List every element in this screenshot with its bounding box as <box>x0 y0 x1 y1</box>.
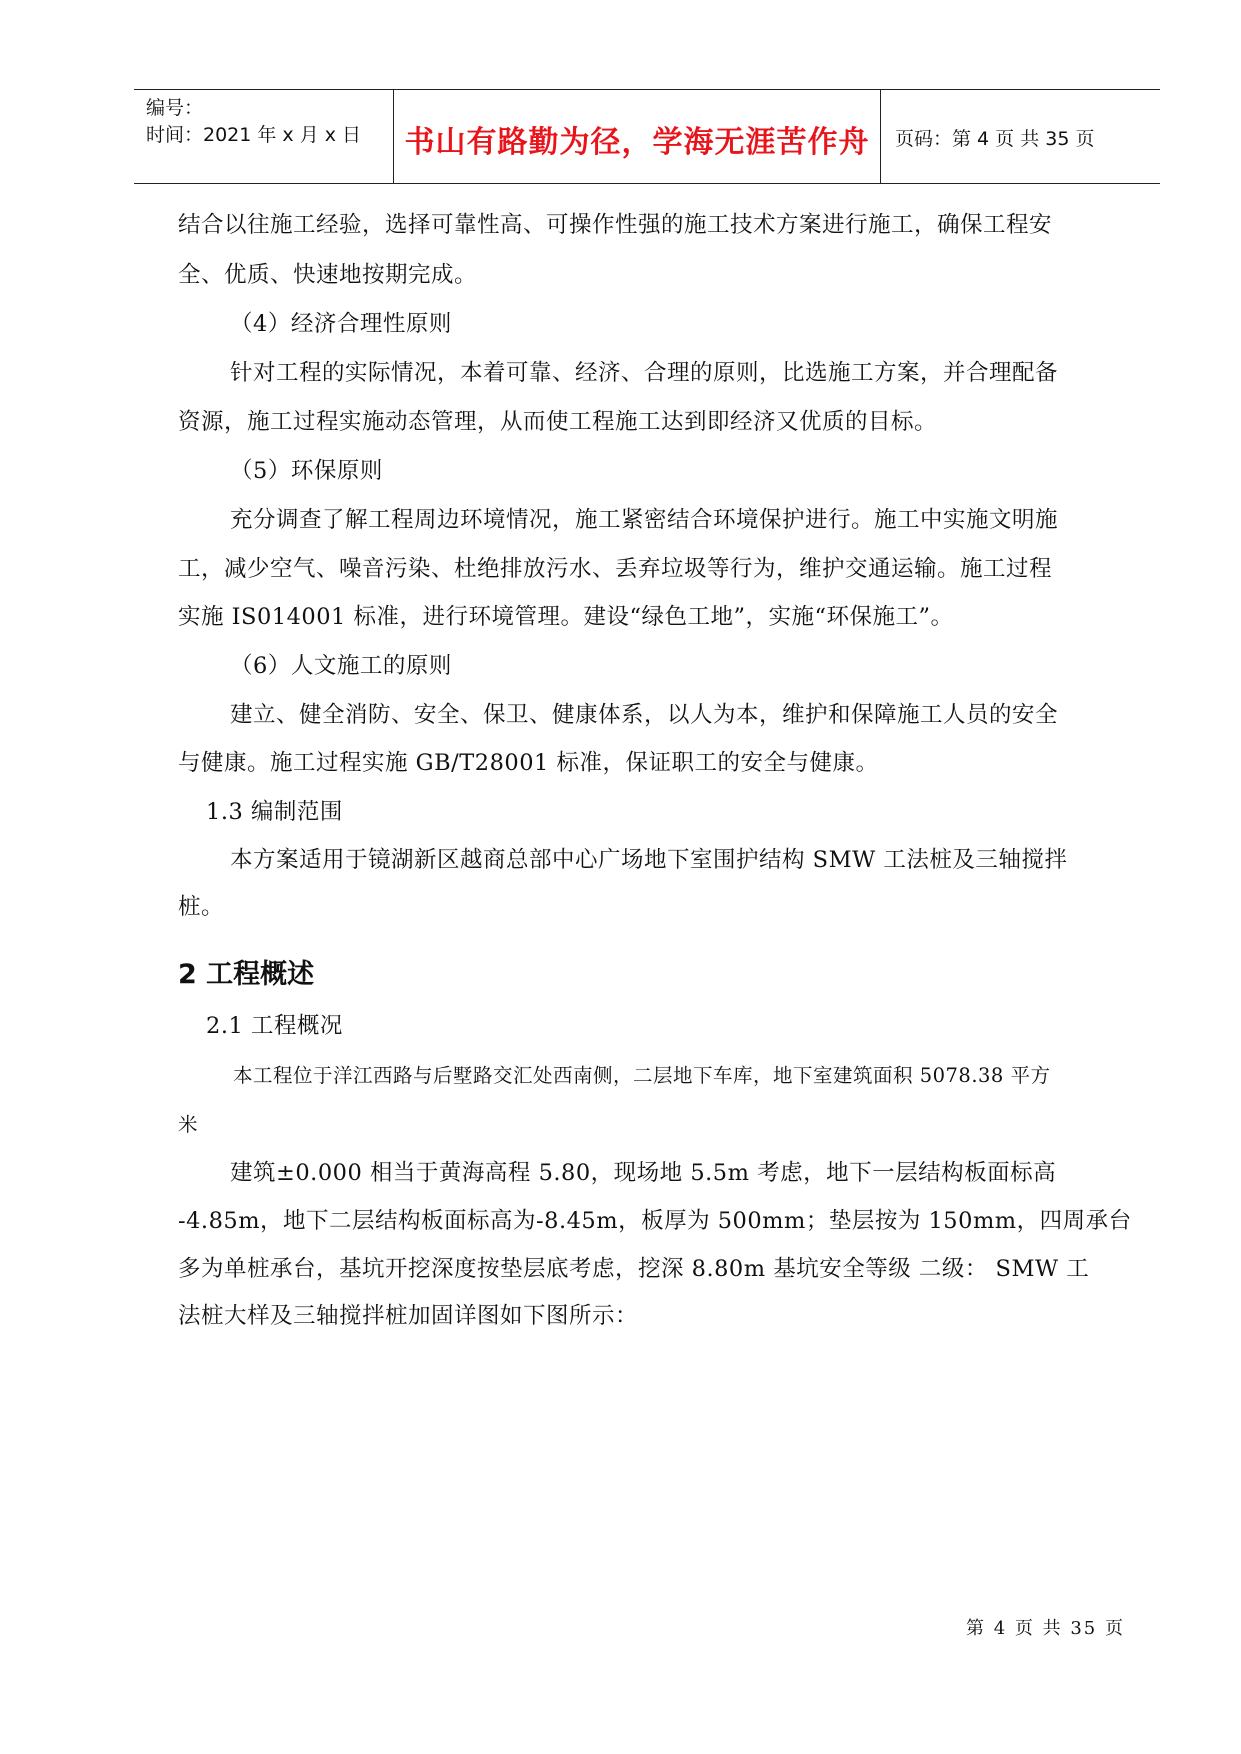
paragraph-line: 建筑±0.000 相当于黄海高程 5.80，现场地 5.5m 考虑，地下一层结构板面标高 <box>230 1160 1057 1186</box>
paragraph-line: 桩。 <box>178 894 225 920</box>
section-heading: 2 工程概述 <box>178 959 315 990</box>
paragraph-line: 资源，施工过程实施动态管理，从而使工程施工达到即经济又优质的目标。 <box>178 409 938 435</box>
header-motto: 书山有路勤为径，学海无涯苦作舟 <box>404 125 870 160</box>
paragraph-line: 充分调查了解工程周边环境情况，施工紧密结合环境保护进行。施工中实施文明施 <box>230 507 1059 533</box>
subheading-humanistic: （6）人文施工的原则 <box>230 653 452 679</box>
paragraph-line: 米 <box>178 1113 199 1136</box>
header-page-cell <box>881 90 1160 183</box>
header-page-number: 页码：第 4 页 共 35 页 <box>895 128 1095 150</box>
footer-page-number: 第 4 页 共 35 页 <box>966 1618 1125 1639</box>
paragraph-line: 多为单桩承台，基坑开挖深度按垫层底考虑，挖深 8.80m 基坑安全等级 二级： SMW 工 <box>178 1256 1090 1282</box>
number-label: 编号： <box>146 97 204 119</box>
paragraph-line: 工，减少空气、噪音污染、杜绝排放污水、丢弃垃圾等行为，维护交通运输。施工过程 <box>178 556 1053 582</box>
paragraph-line: 与健康。施工过程实施 GB/T28001 标准，保证职工的安全与健康。 <box>178 750 879 776</box>
header-meta-cell <box>134 90 394 183</box>
paragraph-line: 本方案适用于镜湖新区越商总部中心广场地下室围护结构 SMW 工法桩及三轴搅拌 <box>230 847 1068 873</box>
header-motto-cell <box>394 90 881 183</box>
subheading-economic: （4）经济合理性原则 <box>230 311 452 337</box>
paragraph-line: 法桩大样及三轴搅拌桩加固详图如下图所示： <box>178 1303 639 1329</box>
subheading-environmental: （5）环保原则 <box>230 458 383 484</box>
paragraph-line: 全、优质、快速地按期完成。 <box>178 262 478 288</box>
time-label: 时间：2021 年 x 月 x 日 <box>146 124 362 146</box>
paragraph-line: 建立、健全消防、安全、保卫、健康体系，以人为本，维护和保障施工人员的安全 <box>230 702 1059 728</box>
document-header <box>134 89 1160 184</box>
subheading-overview: 2.1 工程概况 <box>206 1013 343 1039</box>
paragraph-line: 实施 IS014001 标准，进行环境管理。建设“绿色工地”，实施“环保施工”。 <box>178 604 954 630</box>
paragraph-line: -4.85m，地下二层结构板面标高为-8.45m，板厚为 500mm；垫层按为 150mm，四周承台 <box>178 1208 1132 1234</box>
subheading-scope: 1.3 编制范围 <box>206 799 343 825</box>
paragraph-line: 针对工程的实际情况，本着可靠、经济、合理的原则，比选施工方案，并合理配备 <box>230 360 1059 386</box>
paragraph-line: 本工程位于洋江西路与后墅路交汇处西南侧，二层地下车库，地下室建筑面积 5078.38 平方 <box>233 1064 1051 1087</box>
paragraph-line: 结合以往施工经验，选择可靠性高、可操作性强的施工技术方案进行施工，确保工程安 <box>178 212 1053 238</box>
